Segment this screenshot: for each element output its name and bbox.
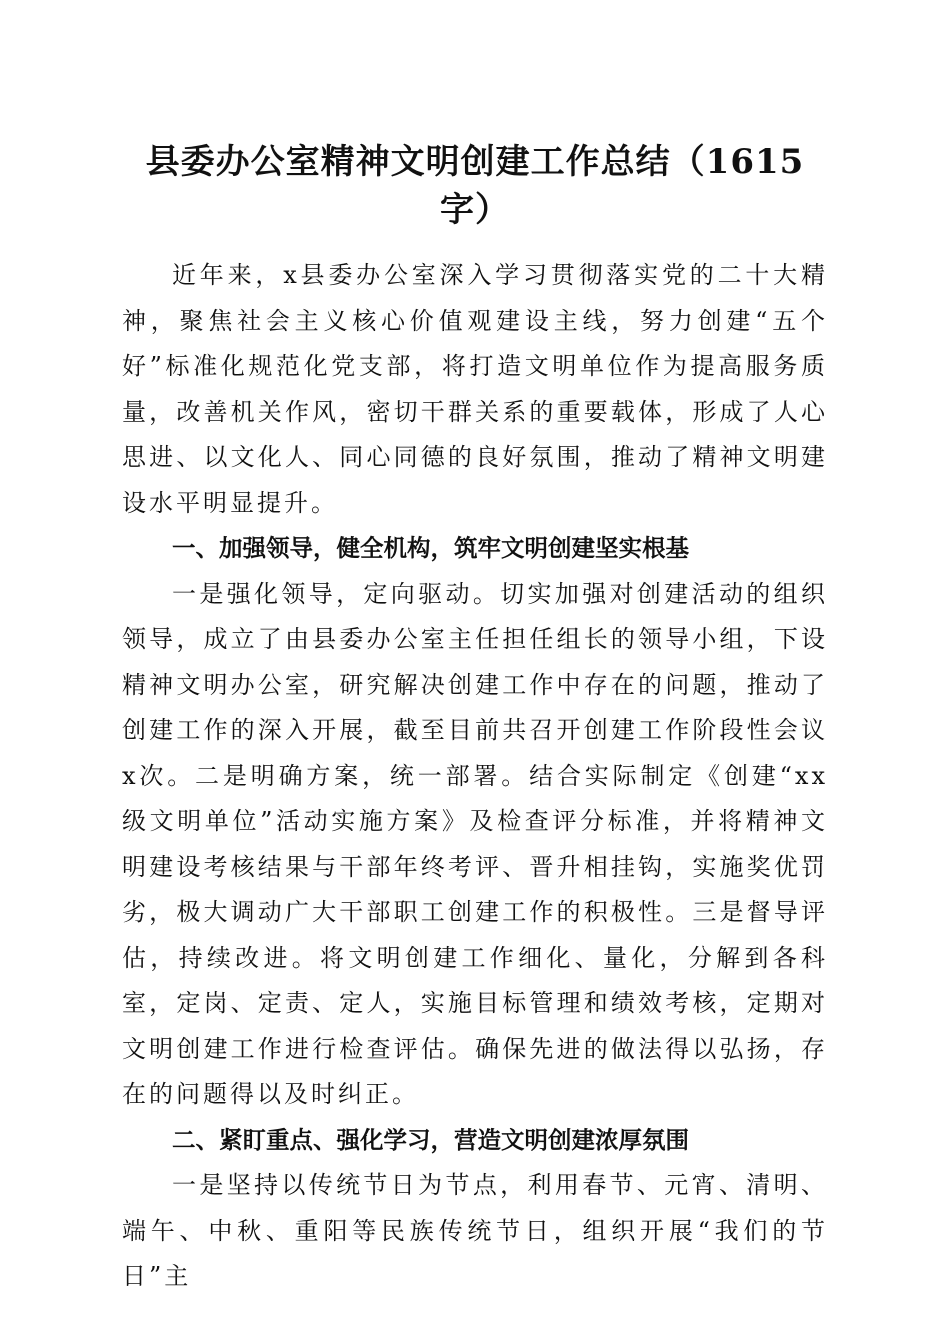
section-heading-1: 一、加强领导，健全机构，筑牢文明创建坚实根基 <box>172 534 689 562</box>
document-title: 县委办公室精神文明创建工作总结（1615字） <box>145 142 805 230</box>
document-body <box>122 253 828 1300</box>
section-1-paragraph: 一是强化领导，定向驱动。切实加强对创建活动的组织领导，成立了由县委办公室主任担任组长的领导小组，下设精神文明办公室，研究解决创建工作中存在的问题，推动了创建工作的深入开展，截至目前共召开创建工作阶段性会议x次。二是明确方案，统一部署。结合实际制定《创建“xx级文明单位”活动实施方案》及检查评分标准，并将精神文明建设考核结果与干部年终考评、晋升相挂钩，实施奖优罚劣，极大调动广大干部职工创建工作的积极性。三是督导评估，持续改进。将文明创建工作细化、量化，分解到各科室，定岗、定责、定人，实施目标管理和绩效考核，定期对文明创建工作进行检查评估。确保先进的做法得以弘扬，存在的问题得以及时纠正。 <box>122 579 828 1108</box>
section-2-paragraph: 一是坚持以传统节日为节点，利用春节、元宵、清明、端午、中秋、重阳等民族传统节日，组织开展“我们的节日”主 <box>122 1171 828 1290</box>
intro-paragraph: 近年来，x县委办公室深入学习贯彻落实党的二十大精神，聚焦社会主义核心价值观建设主线，努力创建“五个好”标准化规范化党支部，将打造文明单位作为提高服务质量，改善机关作风，密切干群关系的重要载体，形成了人心思进、以文化人、同心同德的良好氛围，推动了精神文明建设水平明显提升。 <box>122 261 828 517</box>
section-heading-2: 二、紧盯重点、强化学习，营造文明创建浓厚氛围 <box>172 1125 689 1154</box>
